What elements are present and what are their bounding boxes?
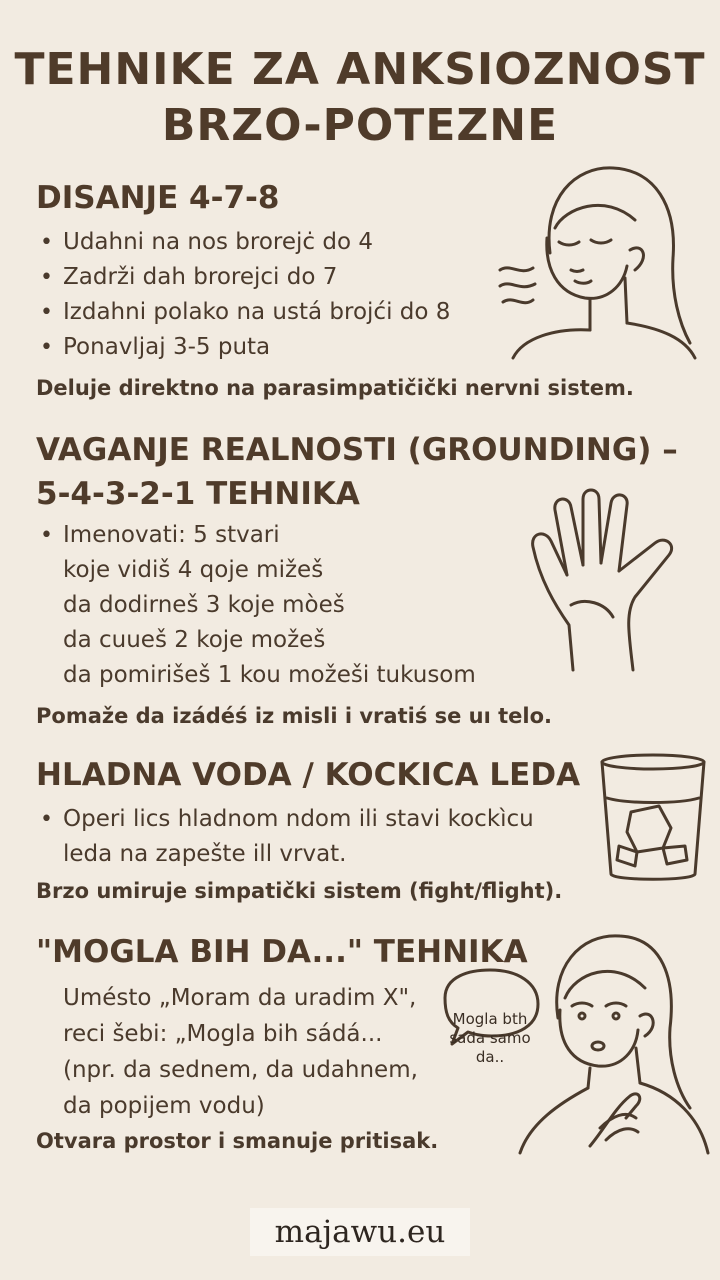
cold-water-line: leda na zapešte ill vrvat. [63, 841, 347, 867]
grounding-line: da pomirišeš 1 kou možeši tukusom [63, 662, 476, 688]
list-item: • Imenovati: 5 stvari [38, 518, 280, 553]
ice-glass-icon [597, 750, 709, 888]
list-item: • Operi lics hladnom ndom ili stavi kockìcu [38, 802, 534, 837]
grounding-list [38, 518, 280, 553]
cold-water-note: Brzo umiruje simpatički sistem (fight/flight). [36, 879, 563, 903]
could-i-note: Otvara prostor i smanuje pritisak. [36, 1129, 439, 1153]
grounding-line: koje vidiš 4 qoje mižeš [63, 557, 324, 583]
list-item: • Izdahni polako na ustá brojći do 8 [38, 295, 450, 330]
grounding-line: da cuueš 2 koje možeš [63, 627, 326, 653]
speech-bubble-text: Mogla bth sada samo da.. [449, 1010, 531, 1066]
grounding-note: Pomaže da izádéś iz misli i vratiś se uı telo. [36, 704, 553, 728]
section-heading-grounding-1: VAGANJE REALNOSTI (GROUNDING) – [36, 432, 678, 468]
could-i-line: reci šebi: „Mogla bih sádá... [63, 1021, 383, 1047]
section-heading-could-i: "MOGLA BIH DA..." TEHNIKA [36, 934, 528, 970]
could-i-line: Umésto „Moram da uradim X", [63, 985, 417, 1011]
section-heading-cold-water: HLADNA VODA / KOCKICA LEDA [36, 757, 581, 793]
could-i-line: da popijem vodu) [63, 1093, 265, 1119]
list-item: • Zadrži dah brorejci do 7 [38, 260, 450, 295]
list-item: • Udahni na nos brorejċ do 4 [38, 225, 450, 260]
page-title [0, 42, 720, 154]
list-item: • Ponavljaj 3-5 puta [38, 330, 450, 365]
cold-water-list [38, 802, 534, 837]
title-line-1: TEHNIKE ZA ANKSIOZNOST [14, 44, 706, 95]
section-heading-breathing: DISANJE 4-7-8 [36, 180, 280, 216]
section-heading-grounding-2: 5-4-3-2-1 TEHNIKA [36, 476, 360, 512]
breathing-steps-list [38, 225, 450, 365]
grounding-line: da dodirneš 3 koje mòeš [63, 592, 345, 618]
could-i-line: (npr. da sednem, da udahnem, [63, 1057, 418, 1083]
open-hand-icon [525, 485, 685, 680]
breathing-woman-icon [495, 158, 705, 368]
breathing-note: Deluje direktno na parasimpatičički nervni sistem. [36, 376, 634, 400]
title-line-2: BRZO-POTEZNE [161, 100, 559, 151]
footer-website: majawu.eu [274, 1214, 446, 1250]
